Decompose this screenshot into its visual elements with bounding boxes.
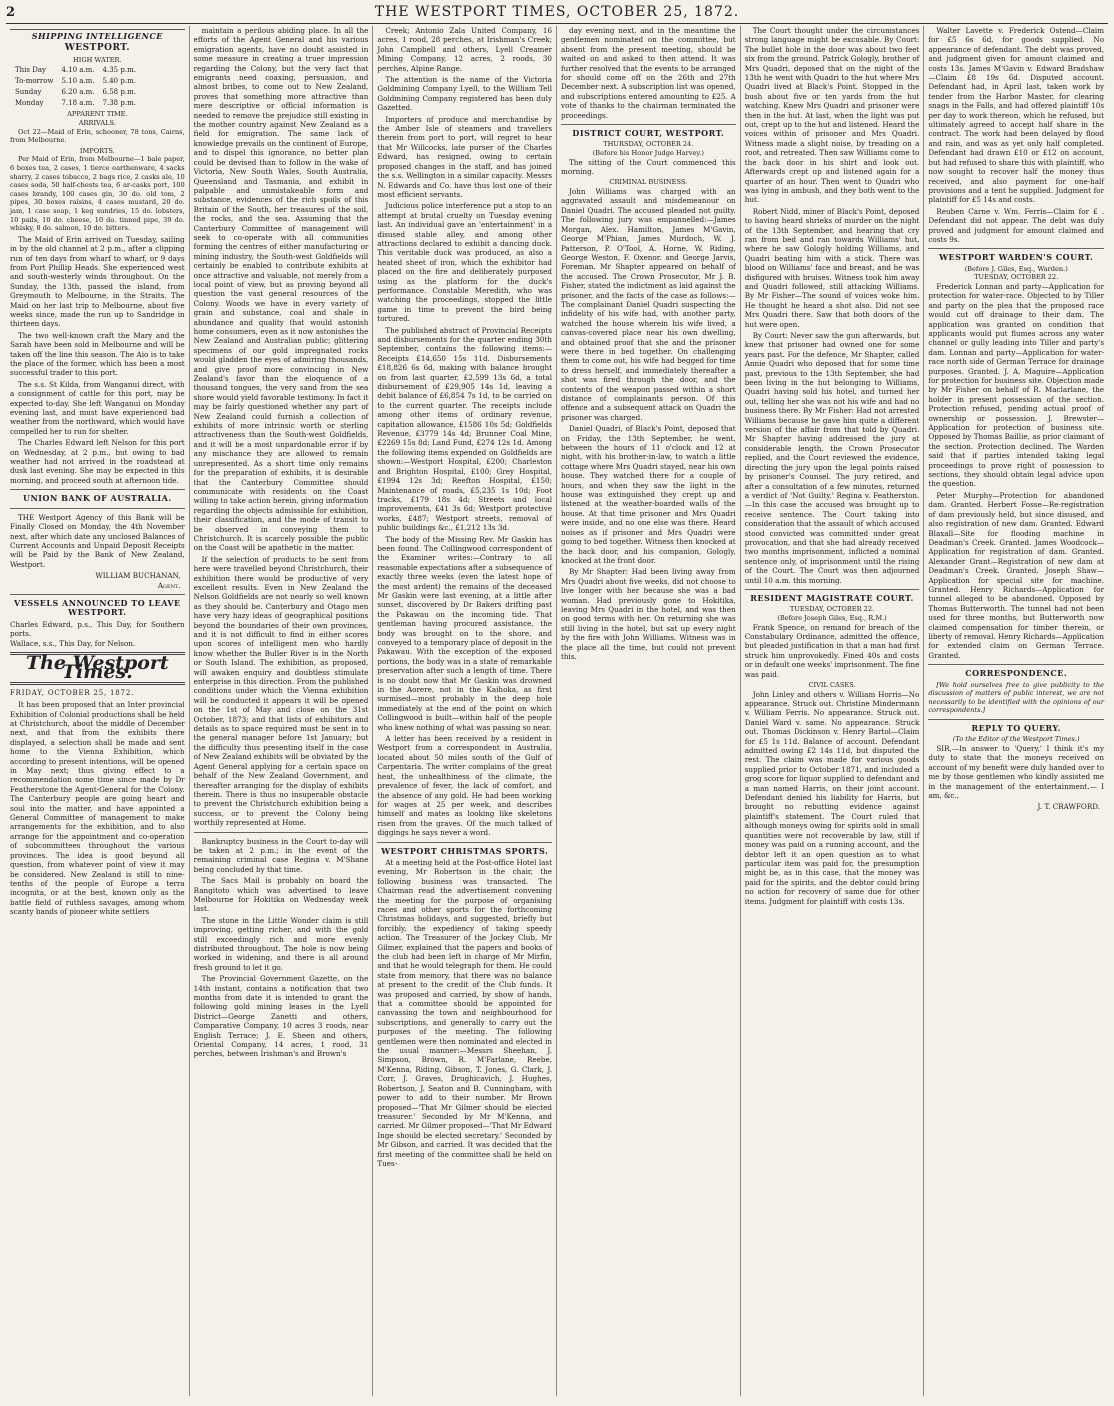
union-signature-name: WILLIAM BUCHANAN, [95,571,181,581]
tide-row: Sunday 6.20 a.m. 6.58 p.m. [15,88,136,97]
rm-court-judge: (Before Joseph Giles, Esq., R.M.) [777,613,887,622]
leader-continued: maintain a perilous abiding place. In all the efforts of the Agent General and his various emigration agents, have no doubt assisted in some measure in creating a truer impression regarding the Colony, but the very fact that emigrants need coaxing, persuasion, and almost bribes, to come out to New Zealand, proves that something more attractive than mere descriptive or official information is needed to remove the prejudice still existing in the mother country against New Zealand as a field for emigration. The same lack of knowledge prevails on the continent of Europe, and to dispel this ignorance, no better plan could be devised than to follow in the wake of Victoria, New South Wales, South Australia, Queensland and Tasmania, and exhibit in palpable and unmistakeable form and substance, evidences of the rich spoils of this Britain of the South, her treasures of the soil, the rocks, and the sea. Assuming that the Canterbury Committee of management will seek to co-operate with all communities forming the centres of either manufacturing or mining industry, the South-west Goldfields will certainly be enabled to contribute exhibits at once attractive and valuable, not merely from a local point of view, but as proving beyond all question the vast general resources of the Colony. Woods we have in every variety of grain and substance, coal and shale in abundance and quality that would astonish home consumers, even as it now astonishes the New Zealand and Australian public; glittering specimens of our gold impregnated rocks would gladden the eyes of admiring thousands, and give proof more convincing in New Zealand's favor than the eloquence of a thousand tongues, the very sand from the sea shore would yield favorable testimony. In fact it may be fairly questioned whether any part of New Zealand could furnish a collection of exhibits of more intrinsic worth or sterling attractiveness than the South-west Goldfields, and it will be a most unpardonable error if by any mischance they are allowed to remain unrepresented. As a short time only remains for the preparation of exhibits, it is desirable that the Canterbury Committee should communicate with residents on the Coast willing to take action herein, giving information regarding the objects admissible for exhibition, their classification, and the mode of transit to be observed in conveying them to Christchurch. It is scarcely possible the public on the Coast will be apathetic in the matter. [193,26,369,553]
wardens-applications-2: Peter Murphy—Protection for abandoned dam. Granted. Herbert Fosse—Re-registration of dam previously held, but since disused, and also registration of new dam. Granted. Edward Blaxall—Site for flooding machine in Deadman's Creek. Granted. James Woodcock—Application for registration of dam. Granted. Alexander Grant—Registration of new dam at Deadman's Creek. Granted. Joseph Shaw—Application for special site for machine. Granted. Henry Richards—Application for tunnel alleged to be abandoned. Opposed by Thomas Butterworth. The tunnel had not been used for three months, but Butterworth now claimed compensation for timber therein, or liberty of removal. Henry Richards—Application for extended claim on German Terrace. Granted. [928,490,1105,660]
arrivals-text: Oct 22—Maid of Erin, schooner, 78 tons, Cairns, from Melbourne. [10,127,185,145]
case-williams: John Williams was charged with an aggravated assault and misdemeanour on Daniel Quadri. The accused pleaded not guilty. The following jury was empannelled:—James Morgan, Alex. Hamilton, James M'Gavin, George M'Phian, James Murdoch, W. J. Patterson, P. O'Tool, A. Horne, W. Riding, George Weston, F. Oxenor. and George Jarvis, Foreman. Mr Shapter appeared on behalf of the accused. The Crown Prosecutor, Mr J. B. Fisher, stated the indictment as laid against the prisoner, and the facts of the case as follows:—The complainant Daniel Quadri suspecting the infidelity of his wife had, with another party, watched the house wherein his wife lived, a canvas-covered place near his own dwelling, and obtained proof that she and the prisoner were there in bed together. On challenging them to come out, his wife had begged for time to dress herself, and immediately thereafter a shot was fired through the door, and the contents of the weapon passed within a short distance of complainants person. Of this offence and a subsequent attack on Quadri the prisoner was charged. [561,187,736,422]
wardens-applications: Frederick Lonnan and party—Application for protection for water-race. Objected to by Tiller and party on the plea that the proposed race would cut off drainage to their dam. The application was granted on condition that applicants would put flumes across any water channel or gully leading into Tiller and party's dam. Lonnan and party—Application for water-race north side of German Terrace for drainage purposes. Granted. J. A. Maguire—Application for protection for business site. Objection made by Mr Fisher on behalf of R. Maclarlane, the holder in present possession of the section. Protection refused, pending actual proof of ownership or possession. J. Brewster—Application for protection of business site. Opposed by Thomas Baillie, as prior claimant of the section. Protection declined. The Warden said that if parties intended taking legal proceedings to prove right of possession to sections, they should obtain legal advice upon the question. [928,281,1105,489]
news-company-gazetted: The attention is the name of the Victoria Goldmining Company Lyell, to the William Tell Goldmining Company registered has been duly Gazetted. [377,75,553,113]
leader-continued-2: If the selection of products to be sent from here were travelled beyond Christchurch, their exhibition there would be productive of very excellent results. Even in New Zealand the Nelson Goldfields are not nearly so well known as they should be. Canterbury and Otago men have very hazy ideas of geographical positions beyond the boundaries of their own provinces, and it is not difficult to find in either scores upon scores of intelligent men who hardly know whether the Buller River is in the North or South Island. The exhibition, as proposed, will awaken enquiry and doubtless stimulate enterprise in this direction. From the published conditions under which the Vienna exhibition will be conducted it appears it will be opened on the 1st of May and close on the 31st October, 1873; and that lists of exhibitors and details as to space required must be sent in to the general manager before 1st January; but the difficulty thus presenting itself in the case of New Zealand exhibits will be obviated by the Agent General applying for a certain space on behalf of the New Zealand Government, and thereafter arranging for the display of exhibits therein. There is thus no insuperable obstacle to prevent the Christchurch exhibition being a success, or to prevent the Colony being worthily represented at Home. [193,554,369,828]
news-gazette: The Provincial Government Gazette, on the 14th instant, contains a notification that two months from date it is intended to grant the following gold mining leases in the Lyell District—George Zanetti and others, Comparative Company, 10 acres 3 roods, near English Terrace; J. E. Sheen and others, Oriental Company, 14 acres, 1 rood, 31 perches, between Irishman's and Brown's [193,974,369,1059]
masthead-title: THE WESTPORT TIMES, OCTOBER 25, 1872. [374,4,740,20]
news-gaskin: The body of the Missing Rev. Mr Gaskin has been found. The Collingwood correspondent of the Examiner writes:—Contrary to all reasonable expectations after a subsequence of exactly three weeks (even the latest hope of the most ardent) the remains of the deceased Mr Gaskin were last evening, at a little after sunset, discovered by Dr Bakers drifting past the Pakawau on the incoming tide. That gentleman having procured assistance, the body was brought on to the shore, and conveyed to a temporary place of deposit in the Pakawau. With the exception of the exposed portions, the body was in a state of remarkable preservation after such a length of time. There is no doubt now that Mr Gaskin was drowned in the Aorere, not in the Kaihoka, as first surmised—most probably in the deep hole immediately at the end of the point on which Collingwood is built—within half of the people who knew nothing of what was passing so near. [377,534,553,732]
vessel-item: Charles Edward, p.s., This Day, for Southern ports. [10,619,185,639]
leader-article: It has been proposed that an Inter provincial Exhibition of Colonial productions shall be held at Christchurch, about the middle of December next, and that from the exhibits there displayed, a selection shall be made and sent home to the Vienna Exhibition, which according to present intentions, will be opened in May next; thus giving effect to a recommendation some time since made by Dr Featherstone the Agent-General for the Colony. The Canterbury people are going heart and soul into the matter, and have appointed a General Committee of management to make arrangements for the exhibition, and to also arrange for the appointment and co-operation of subcommittees throughout the various provinces. The idea is good beyond all question, from whatever point of view it may be considered. New Zealand is still to nine-tenths of the people of Europe a terra incognita, or at the best, known only as the battle field of ruthless savages, among whom scanty bands of pioneer white settlers [10,700,185,917]
vessels-heading: VESSELS ANNOUNCED TO LEAVE WESTPORT. [14,597,181,618]
district-court-intro: The sitting of the Court commenced this morning. [561,157,736,177]
news-leases-continued: Creek; Antonio Zala United Company, 16 acres, 1 rood, 28 perches, at Irishman's Creek; John Campbell and others, Lyell Creamer Mining Company, 12 acres, 2 roods, 30 perches, Alpine Range. [377,26,553,73]
column-5 [741,26,925,1396]
column-3 [373,26,557,1396]
reply-signature: J. T. CRAWFORD. [1037,802,1101,812]
district-court-date: THURSDAY, OCTOBER 24. [603,140,694,149]
xmas-sports-heading: WESTPORT CHRISTMAS SPORTS. [381,845,549,856]
port-heading: WESTPORT. [64,43,130,54]
vessel-item: Wallace, s.s., This Day, for Nelson. [10,638,136,648]
imports-text: Per Maid of Erin, from Melbourne—1 bale paper, 6 boxes tea, 2 cases, 1 tierce earthenware, 4 sacks sharry, 2 cases tobacco, 2 bags rice, 2 casks ale, 10 cases soda, 50 half-chests tea, 6 ar-casks port, 100 cases brandy, 100 cases gin, 30 do. old tom, 2 pipes, 30 boxes raisins, 4 cases mustard, 20 do. jam, 1 case soap, 1 keg sundries, 15 do. lobsters, 10 pails, 10 do. cheese, 10 do. tinned pipe, 39 do. whisky, 8 do. salmon, 10 do. bitters. [10,155,185,233]
case-quadri-evidence: Daniel Quadri, of Black's Point, deposed that on Friday, the 13th September, he went, between the hours of 11 o'clock and 12 at night, with his brother-in-law, to watch a little cottage where Mrs Quadri stayed, near his own house. They watched there for a couple of hours, and when they saw the light in the house was extinguished they crept up and listened at the weather-boarded walls of the house. At that time prisoner and Mrs Quadri were inside, and no one else was there. Heard noises as if prisoner and Mrs Quadri were going to bed together. Witness then knocked at the back door, and his companion, Gologly, knocked at the front door. [561,424,736,565]
correspondence-note: [We hold ourselves free to give publicity to the discussion of matters of public interest, we are not necessarily to be identified with the opinions of our correspondents.] [928,680,1105,715]
reply-letter: SIR,—In answer to 'Query,' I think it's my duty to state that the moneys received on account of my benefit were duly handed over to me by those gentlemen who kindly assisted me in the management of the entertainment.— I am, &c., [928,743,1105,800]
news-mail: The Sacs Mail is probably on board the Rangitoto which was advertised to leave Melbourne for Hokitika on Wednesday week last. [193,876,369,914]
case-defence: By Court: Never saw the gun afterwards, but knew that prisoner had owned one for some years past. For the defence, Mr Shapter, called Annie Quadri who deposed that for some time past, previous to the 13th September, she had been living in the hut belonging to Williams, Quadri having sold his hotel, and turned her out, telling her she was not his wife and had no business there. By Mr Fisher: Had not arrested Williams because he gave him quite a different version of the affair from that told by Quadri. Mr Shapter having addressed the jury at considerable length, the Crown Prosecutor replied, and the Court reviewed the evidence, directing the jury upon the legal points raised by prisoner's Counsel. The jury retired, and after a consultation of a few minutes, returned a verdict of 'Not Guilty.' Regina v. Featherston.—In this case the accused was brought up to receive sentence. The Court taking into consideration that the assault of which accused stood convicted was committed under great provocation, and that she had already received two months imprisonment, inflicted a nominal sentence only, of imprisonment until the rising of the Court. The Court was then adjourned until 10 a.m. this morning. [744,331,920,585]
district-court-heading: DISTRICT COURT, WESTPORT. [572,128,725,139]
column-1 [6,26,190,1396]
wardens-court-heading: WESTPORT WARDEN'S COURT. [939,252,1094,263]
rm-court-heading: RESIDENT MAGISTRATE COURT. [750,592,914,603]
xmas-sports-report: At a meeting held at the Post-office Hotel last evening, Mr Robertson in the chair, the following business was transacted. The Chairman read the advertisement convening the meeting for the purpose of organising races and other sports for the forthcoming Christmas holidays, and suggested, briefly but forcibly, the expediency of taking speedy action. The Treasurer of the Jockey Club, Mr Gilmer, explained that the papers and books of the club had been left in charge of Mr Mirfin, and that he would telegraph for them. He could state from memory, that there was no balance at present to the credit of the Club funds. It was proposed and carried, by show of hands, that a committee should be appointed for canvassing the town and neighbourhood for subscriptions, and generally to carry out the purposes of the meeting. The following gentlemen were then nominated and elected in the usual manner:—Messrs Sheehan, J. Simpson, Brown, R. M'Farlane, Reebe, M'Kenna, Riding, Gibson, T. Jones, G. Clark, J. Corr, J. Graves, Drughicavich, J. Hughes, Robertson, J. Seaton and B. Cunningham, with power to add to their number. Mr Brown proposed—'That Mr Gilmer should be elected treasurer.' Seconded by Mr M'Kenna, and carried. Mr Gilmer proposed—'That Mr Edward Inge should be elected secretary.' Seconded by Mr Gibson, and carried. It was decided that the first meeting of the committee shall be held on Tues- [377,857,553,1168]
column-6 [924,26,1108,1396]
page-number: 2 [6,5,16,20]
correspondence-heading: CORRESPONDENCE. [965,668,1068,679]
civil-cases-list: John Linley and others v. William Horris—No appearance. Struck out. Christine Mindermann v. William Ferris. No appearance. Struck out. Daniel Ward v. same. No appearance. Struck out. Thomas Dickinson v. Henry Bartol—Claim for £5 1s 11d. Balance of account. Defendant admitted owing £2 14s 11d, but disputed the rest. The claim was made for various goods supplied prior to October 1871, and included a grog score for liquor supplied to defendant and a man named Harris, on their joint account. Defendant denied his liability for Harris, but brought no rebutting evidence against plaintiff's statement. The Court ruled that although moneys owing for spirits sold in small quantities were not recoverable by law, still if money was paid on a running account, and the debtor left it an open question as to what particular item was paid for, the presumption might be, as in this case, that the money was paid for the spirits, and the debtor could bring no action for recovery of same due for other items. Judgment for plaintiff with costs 13s. [744,689,920,906]
union-bank-notice: THE Westport Agency of this Bank will be Finally Closed on Monday, the 4th November next, after which date any unclosed Balances of Current Accounts and Unpaid Deposit Receipts will be Paid by the Bank of New Zealand, Westport. [10,512,185,569]
news-charles-edward: The Charles Edward left Nelson for this port on Wednesday, at 2 p.m., but owing to bad weather had not arrived in the roadstead at dusk last evening. She may be expected in this morning, and proceed south at afternoon tide. [10,438,185,485]
wardens-court-date: TUESDAY, OCTOBER 22. [974,273,1059,282]
paper-date: FRIDAY, OCTOBER 25, 1872. [10,688,135,697]
reply-heading: REPLY TO QUERY. [971,722,1061,733]
union-signature-role: Agent. [157,580,181,590]
news-mary-sarah: The two well-known craft the Mary and the Sarah have been sold in Melbourne and will be taken off the line this season. The Aio is to take the place of the former, which has been a most successful trader to this port. [10,330,185,378]
news-little-wonder: The stone in the Little Wonder claim is still improving, getting richer, and with the gold still exceedingly rich and more evenly distributed throughout. The hole is now being worked in widening, and there is all around fresh ground to let it go. [193,915,369,972]
union-bank-heading: UNION BANK OF AUSTRALIA. [22,493,172,504]
case-spence: Frank Spence, on remand for breach of the Constabulary Ordinance, admitted the offence, but pleaded justification in that a man had first struck him unprovokedly. Fined 40s and costs or in default one weeks' imprisonment. The fine was paid. [744,622,920,679]
news-australia-letter: A letter has been received by a resident in Westport from a correspondent in Australia, located about 50 miles south of the Gulf of Carpentaria. The writer complains of the great heat, the unhealthiness of the climate, the prevalence of fever, the lack of comfort, and the absence of any gold. He had been working for wages at 25 per week, and describes himself and mates as looking like skeletons risen from the graves. Of the much talked of diggings he says never a word. [377,734,553,838]
criminal-business-title: CRIMINAL BUSINESS. [609,178,688,187]
case-gologly-evidence: The Court thought under the circumstances strong language might be excusable. By Court: The bullet hole in the door was about two feet six from the ground. Patrick Gologly, brother of Mrs Quadri, deposed that on the night of the 13th he went with Quadri to the hut where Mrs Quadri lived at Black's Point. Stopped in the bush about five or ten yards from the hut watching. Knew Mrs Quadri and prisoner were then in the hut. At last, when the light was put out, crept up to the hut and listened. Heard the voices within of prisoner and Mrs Quadri. Witness made a slight noise, by treading on a root, and retreated. Then saw Williams come to the back door in his shirt and look out. Afterwards crept up and listened again for a quarter of an hour. Then went to Quadri who was lying in ambush, and they both went to the hut. [744,26,920,205]
news-dancing-duck: Judicious police interference put a stop to an attempt at brutal cruelty on Tuesday evening last. An individual gave an 'entertainment' in a disused stable alley, and among other attractions declared to exhibit a dancing duck. This veritable duck was produced, as also a heated sheet of iron, which the exhibitor had placed on the fire and deliberately purposed using as the platform for the duck's performance. Constable Meredith, who was watching the proceedings, stopped the little game in time to prevent the bird being tortured. [377,201,553,324]
news-purser: Importers of produce and merchandise by the Amber Isle of steamers and travellers therein from port to port, will regret to hear that Mr Willcocks, late purser of the Charles Edward, has resigned, owing to certain proposed changes in the staff, and has joined the s.s. Wellington in a similar capacity. Messrs N. Edwards and Co. have thus lost one of their most efficient servants. [377,114,553,199]
case-cross-examination: By Mr Shapter: Had been living away from Mrs Quadri about five weeks, did not choose to live longer with her because she was a bad woman. Had previously gone to Hokitika, leaving Mrs Quadri in the hotel, and was then on good terms with her. On returning she was still living in the hotel, but sat up every night by the fire with John Williams. Witness was in the place all the time, but could not prevent this. [561,567,736,661]
rm-court-date: TUESDAY, OCTOBER 22. [789,605,875,614]
column-4 [557,26,741,1396]
xmas-sports-continued: day evening next, and in the meantime the gentlemen nominated on the committee, but absent from the present meeting, should be waited on and asked to then attend. It was further resolved that the events to be arranged for should come off on the 26th and 27th December next. A subscription list was opened, and subscriptions entered amounting to £25. A vote of thanks to the chairman terminated the proceedings. [561,26,736,120]
column-2 [190,26,374,1396]
masthead [6,4,1108,24]
imports-title: IMPORTS. [79,146,115,155]
paper-banner: The Westport Times. [25,651,169,684]
reply-editor-line: (To the Editor of the Westport Times.) [952,735,1080,744]
tide-table [10,64,141,110]
arrivals-title: ARRIVALS. [78,119,116,127]
tide-row: This Day 4.10 a.m. 4.35 p.m. [15,66,136,75]
news-maid: The Maid of Erin arrived on Tuesday, sailing in by the old channel at 2 p.m., after a clipping run of ten days from wharf to wharf, or 9 days from Port Phillip Heads. She experienced west and south-westerly winds throughout. On the Sunday, the 13th, passed the island, from Greymouth to Melbourne, in the Straits. The Maid on her last trip to Melbourne, about five weeks since, made the run up to Sandridge in thirteen days. [10,234,185,329]
news-bankruptcy: Bankruptcy business in the Court to-day will be taken at 2 p.m.; in the event of the remaining criminal case Regina v. M'Shane being concluded by that time. [193,836,369,874]
civil-cases-continued: Walter Lavette v. Frederick Ostend—Claim for £5 6s 6d, for goods supplied. No appearance of defendant. The debt was proved, and judgment given for amount claimed and costs 13s. James M'Gavin v. Edward Bradshaw—Claim £8 19s 6d. Disputed account. Defendant had, in April last, taken work by tender from the Harbor Master, for clearing snags in the Falls, and had offered plaintiff 10s per day to work thereon, which he refused, but ultimately agreed to accept half share in the contract. The work had been delayed by flood and rain, and was as yet only half completed. Defendant had drawn £10 or £12 on account, but had refused to share this with plaintiff, who now sought to recover half the money thus received, and also payment for one-half provisions and a tent he supplied. Judgment for plaintiff for £5 14s and costs. [928,26,1105,205]
apparent-time-title: APPARENT TIME. [67,110,128,119]
shipping-heading: SHIPPING INTELLIGENCE [10,29,185,41]
high-water-title: HIGH WATER. [73,55,122,64]
district-court-judge: (Before his Honor Judge Harvey.) [592,149,704,158]
tide-row: To-morrow 5.10 a.m. 5.40 p.m. [15,77,136,86]
wardens-court-judge: (Before J. Giles, Esq., Warden.) [964,264,1068,273]
case-carne-ferris: Reuben Carne v. Wm. Ferris—Claim for £ . Defendant did not appear. The debt was duly proved and judgment for amount claimed and costs 9s. [928,206,1105,244]
case-nidd-evidence: Robert Nidd, miner of Black's Point, deposed to having heard shrieks of murder on the night of the 13th September, and hearing that cry ran from bed and ran towards Williams' hut, where he saw Gologly holding Williams, and Quadri beating him with a stick. There was blood on Williams' face and breast, and he was disfigured with bruises. Witness took him away and Quadri followed, still attacking Williams. By Mr Fisher—The sound of voices woke him. He thought he heard a shot also. Did not see Mrs Quadri there. Saw that both doors of the hut were open. [744,206,920,329]
news-provincial-abstract: The published abstract of Provincial Receipts and disbursements for the quarter ending 30th September, contains the following items:—Receipts £14,650 15s 11d. Disbursements £18,826 6s 6d, making with balance brought on from last quarter, £2,599 13s 6d, a total disbursement of £29,905 14s 1d, leaving a debit balance of £6,854 7s 1d, to be carried on to the current quarter. The receipts include among other items of ordinary revenue, capitation allowance, £1586 10s 5d; Goldfields Revenue, £3779 14s 4d; Brunner Coal Mine, £2269 15s 8d; Land Fund, £274 12s 1d. Among the following items expended on Goldfields are shown:—Westport Hospital, £200; Charleston and Brighton Hospital, £100; Grey Hospital, £1994 12s 3d; Reefton Hospital, £150; Maintenance of roads, £5,235 1s 10d; Foot tracks, £179 18s 4d; Streets and local improvements, £41 3s 6d; Westport protective works, £487; Westport streets, removal of public buildings &c., £1,212 13s 3d. [377,325,553,533]
civil-cases-title: CIVIL CASES. [808,681,856,689]
tide-row: Monday 7.18 a.m. 7.38 p.m. [15,99,136,108]
news-st-kilda: The s.s. St Kilda, from Wanganui direct, with a consignment of cattle for this port, may be expected to-day. She left Wanganui on Monday evening last, and must have experienced bad weather from the northward, which would have compelled her to run for shelter. [10,379,185,436]
